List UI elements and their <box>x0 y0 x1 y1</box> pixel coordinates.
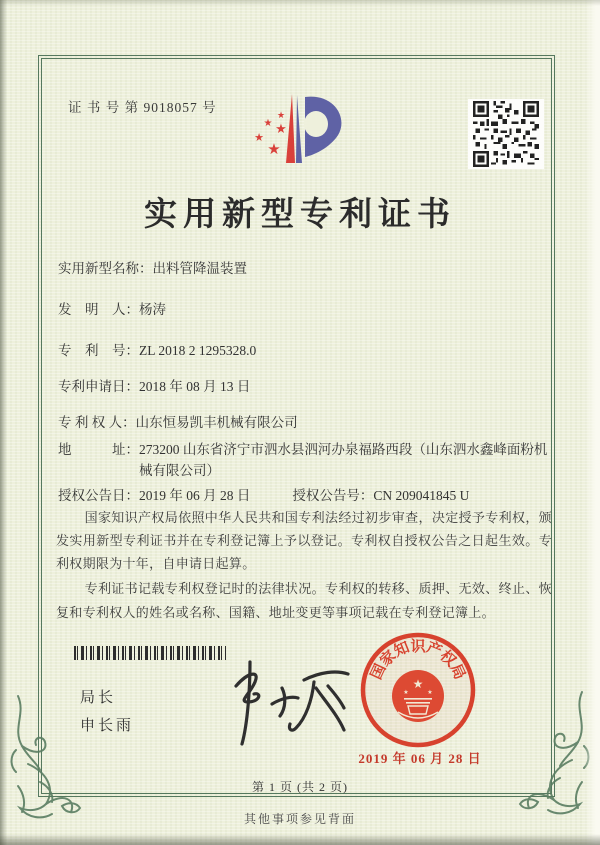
field-grant-row <box>58 485 552 506</box>
scan-edge-bottom <box>0 834 600 845</box>
logo-p-bowl-hole <box>304 111 328 137</box>
signer-title: 局长 <box>80 689 117 706</box>
logo-stars <box>254 111 287 158</box>
field-filing-date <box>58 376 552 397</box>
scan-edge-top <box>0 0 600 6</box>
svg-text:★: ★ <box>254 131 264 144</box>
svg-text:★: ★ <box>276 111 286 121</box>
seal-date: 2019 年 06 月 28 日 <box>358 751 482 766</box>
field-value: 杨涛 <box>139 302 166 317</box>
svg-text:★: ★ <box>263 118 273 129</box>
corner-flourish-icon <box>6 690 106 822</box>
corner-flourish-icon <box>494 686 594 818</box>
svg-text:识: 识 <box>410 639 426 655</box>
svg-text:知: 知 <box>392 639 412 661</box>
national-emblem-icon <box>392 670 444 722</box>
field-label: 专利申请日： <box>58 379 139 394</box>
svg-text:权: 权 <box>436 648 459 670</box>
svg-text:★: ★ <box>275 122 287 137</box>
field-label: 发 明 人： <box>58 302 139 317</box>
barcode <box>74 646 226 660</box>
field-patent-number <box>58 340 552 361</box>
svg-text:国: 国 <box>368 661 390 683</box>
legal-paragraph-1: 国家知识产权局依照中华人民共和国专利法经过初步审查，决定授予专利权，颁发实用新型专利证书并在专利登记簿上予以登记。专利权自授权公告之日起生效。专利权期限为十年，自申请日起算。 <box>56 510 552 572</box>
logo-red-wedge <box>286 94 295 163</box>
svg-text:产: 产 <box>424 639 444 661</box>
field-utility-model-name <box>58 258 552 279</box>
logo-purple-wedge <box>296 95 302 163</box>
svg-text:★: ★ <box>267 140 281 158</box>
field-value: 出料管降温装置 <box>152 261 247 276</box>
svg-text:局: 局 <box>446 661 468 683</box>
svg-text:★: ★ <box>412 677 424 691</box>
field-label: 专 利 号： <box>58 343 139 358</box>
svg-text:家: 家 <box>377 648 400 670</box>
field-value: 273200 山东省济宁市泗水县泗河办泉福路西段（山东泗水鑫峰面粉机械有限公司） <box>139 442 548 478</box>
field-value: CN 209041845 U <box>373 488 470 503</box>
qr-code <box>468 99 544 169</box>
field-label: 实用新型名称： <box>58 261 153 276</box>
legal-paragraph-2: 专利证书记载专利权登记时的法律状况。专利权的转移、质押、无效、终止、恢复和专利权人的姓名或名称、国籍、地址变更等事项记载在专利登记簿上。 <box>56 581 552 620</box>
certificate-fields <box>58 258 552 506</box>
signature-icon <box>208 652 360 754</box>
field-value: 山东恒易凯丰机械有限公司 <box>135 415 298 430</box>
certificate-number: 证 书 号 第 9018057 号 <box>68 100 217 115</box>
official-seal <box>348 628 488 768</box>
field-value: 2018 年 08 月 13 日 <box>139 379 251 394</box>
legal-text <box>56 506 552 624</box>
field-address <box>58 439 552 481</box>
field-value: 2019 年 06 月 28 日 <box>139 488 251 503</box>
field-label: 专 利 权 人： <box>58 415 136 430</box>
svg-text:★: ★ <box>403 689 409 696</box>
field-label: 授权公告日： <box>58 488 139 503</box>
back-note: 其他事项参见背面 <box>243 812 356 826</box>
field-label: 地 址： <box>58 442 139 457</box>
field-value: ZL 2018 2 1295328.0 <box>139 343 257 358</box>
page-indicator: 第 1 页 (共 2 页) <box>252 780 348 794</box>
field-patentee <box>58 412 552 433</box>
field-label: 授权公告号： <box>292 488 374 503</box>
signer-name: 申长雨 <box>80 717 135 734</box>
svg-text:★: ★ <box>427 689 433 696</box>
field-inventor <box>58 299 552 320</box>
cnipa-logo-icon <box>228 86 378 182</box>
certificate-title: 实用新型专利证书 <box>144 197 456 233</box>
